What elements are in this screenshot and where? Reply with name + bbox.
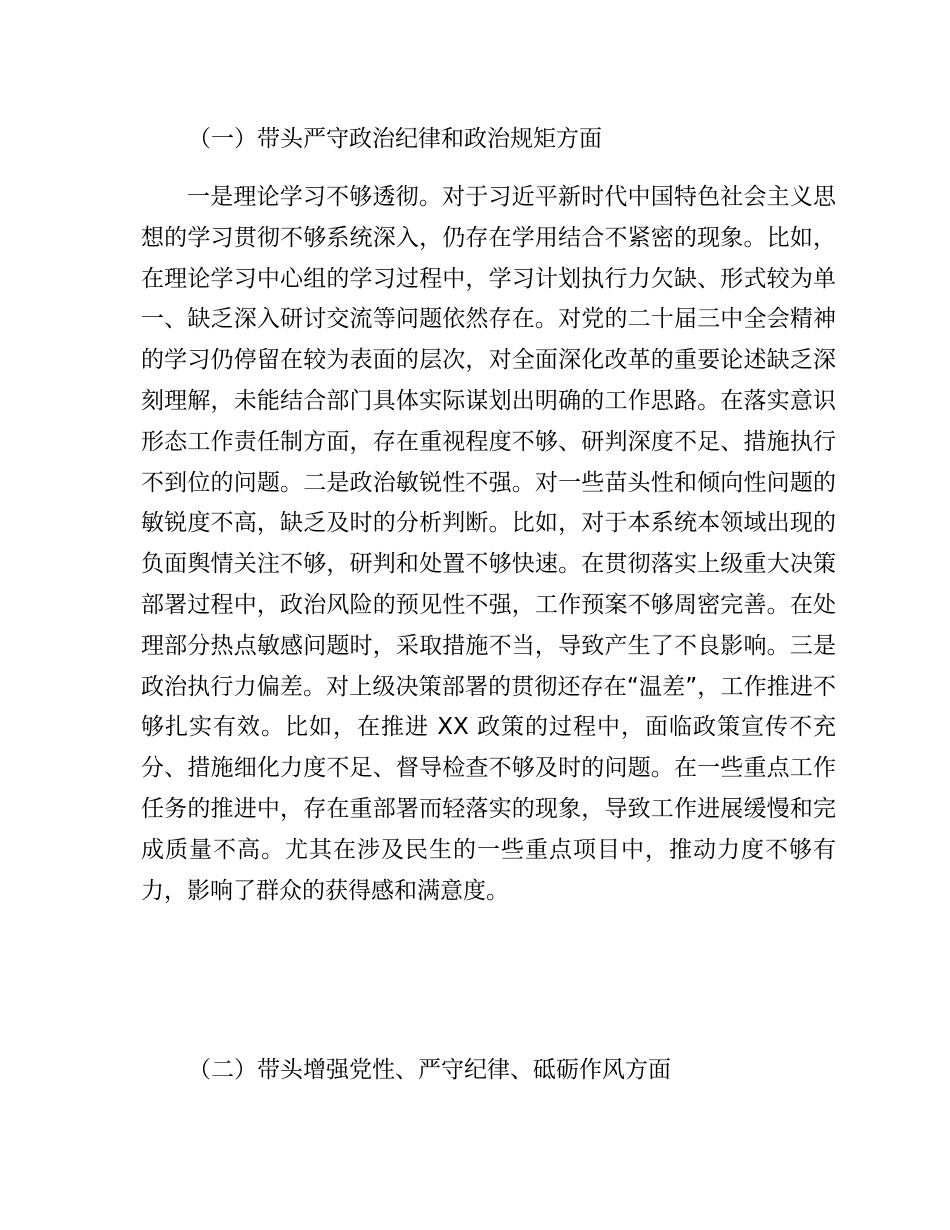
section-heading-1: （一）带头严守政治纪律和政治规矩方面: [188, 126, 602, 152]
section-body-1: 一是理论学习不够透彻。对于习近平新时代中国特色社会主义思想的学习贯彻不够系统深入，仍存在学用结合不紧密的现象。比如，在理论学习中心组的学习过程中，学习计划执行力欠缺、形式较为单一、缺乏深入研讨交流等问题依然存在。对党的二十届三中全会精神的学习仍停留在较为表面的层次，对全面深化改革的重要论述缺乏深刻理解，未能结合部门具体实际谋划出明确的工作思路。在落实意识形态工作责任制方面，存在重视程度不够、研判深度不足、措施执行不到位的问题。二是政治敏锐性不强。对一些苗头性和倾向性问题的敏锐度不高，缺乏及时的分析判断。比如，对于本系统本领域出现的负面舆情关注不够，研判和处置不够快速。在贯彻落实上级重大决策部署过程中，政治风险的预见性不强，工作预案不够周密完善。在处理部分热点敏感问题时，采取措施不当，导致产生了不良影响。三是政治执行力偏差。对上级决策部署的贯彻还存在“温差”，工作推进不够扎实有效。比如，在推进 XX 政策的过程中，面临政策宣传不充分、措施细化力度不足、督导检查不够及时的问题。在一些重点工作任务的推进中，存在重部署而轻落实的现象，导致工作进展缓慢和完成质量不高。尤其在涉及民生的一些重点项目中，推动力度不够有力，影响了群众的获得感和满意度。: [141, 184, 836, 904]
section-heading-2: （二）带头增强党性、严守纪律、砥砺作风方面: [188, 1057, 671, 1083]
